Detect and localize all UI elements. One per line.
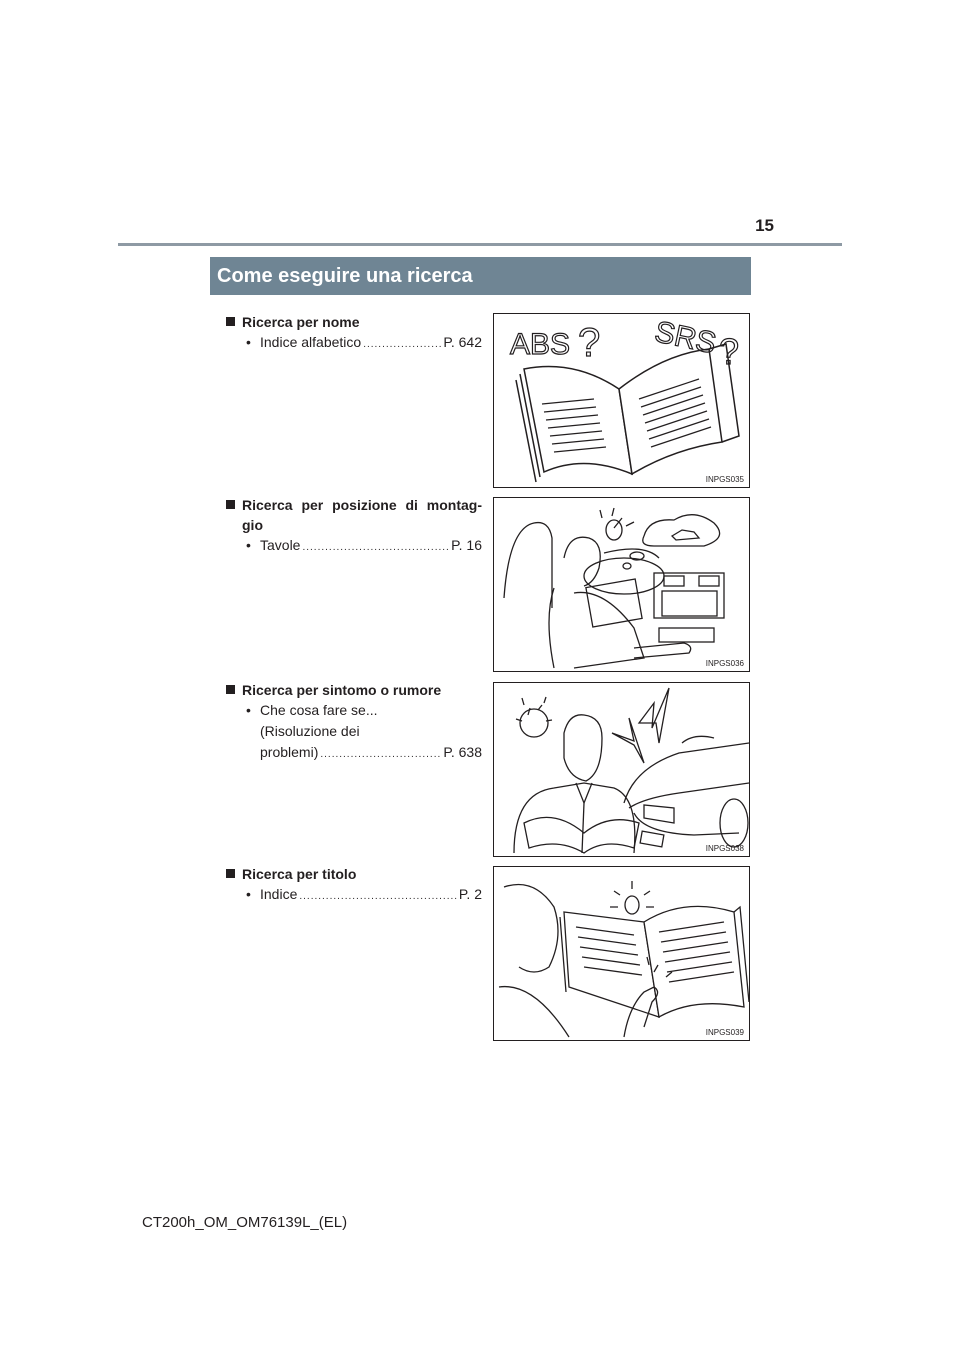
dot-leader bbox=[302, 537, 449, 558]
entry-item bbox=[224, 700, 482, 765]
entry-title-text: Ricerca per sintomo o rumore bbox=[242, 682, 442, 698]
man-with-car-illustration bbox=[494, 683, 749, 856]
dot-leader bbox=[320, 744, 441, 765]
bullet-dot-icon: • bbox=[246, 334, 251, 350]
srs-label: SRS bbox=[651, 315, 720, 361]
figure-code: INPGS036 bbox=[705, 659, 744, 668]
entry-item bbox=[224, 884, 482, 907]
entry-title bbox=[224, 680, 482, 700]
item-text: Tavole bbox=[260, 537, 301, 553]
entry-title-line2: gio bbox=[242, 517, 263, 533]
search-entry-name bbox=[224, 312, 482, 355]
item-text: Indice alfabetico bbox=[260, 334, 362, 350]
header-rule bbox=[118, 243, 842, 246]
dot-leader bbox=[299, 886, 457, 907]
item-text: Indice bbox=[260, 886, 298, 902]
entry-item bbox=[224, 535, 482, 558]
bullet-dot-icon: • bbox=[246, 886, 251, 902]
bullet-dot-icon: • bbox=[246, 537, 251, 553]
entry-title bbox=[224, 864, 482, 884]
bullet-square-icon bbox=[226, 685, 235, 694]
page-number: 15 bbox=[755, 216, 774, 235]
item-line: Che cosa fare se... bbox=[260, 702, 378, 718]
figure-code: INPGS038 bbox=[705, 844, 744, 853]
bullet-dot-icon: • bbox=[246, 702, 251, 718]
question-mark: ? bbox=[719, 331, 740, 372]
page-reference-link[interactable]: P. 642 bbox=[443, 334, 482, 350]
page-reference-link[interactable]: P. 638 bbox=[443, 744, 482, 760]
item-text: problemi) bbox=[260, 744, 319, 760]
bullet-square-icon bbox=[226, 869, 235, 878]
entry-title-text: Ricerca per nome bbox=[242, 314, 360, 330]
abs-label: ABS bbox=[510, 328, 571, 361]
figure-driver-dashboard bbox=[493, 497, 750, 672]
bullet-square-icon bbox=[226, 317, 235, 326]
search-entry-title bbox=[224, 864, 482, 907]
page-reference-link[interactable]: P. 16 bbox=[451, 537, 482, 553]
open-manual-illustration bbox=[494, 314, 749, 487]
person-reading-index-illustration bbox=[494, 867, 749, 1040]
entry-title-text: Ricerca per posizione di montag- bbox=[242, 497, 482, 513]
figure-symptom-noise bbox=[493, 682, 750, 857]
page-reference-link[interactable]: P. 2 bbox=[458, 886, 482, 902]
figure-code: INPGS035 bbox=[705, 475, 744, 484]
question-mark: ? bbox=[578, 321, 601, 365]
figure-open-manual-abs-srs bbox=[493, 313, 750, 488]
search-entry-symptom bbox=[224, 680, 482, 765]
entry-title bbox=[224, 312, 482, 332]
item-line: (Risoluzione dei bbox=[260, 723, 360, 739]
search-entry-location bbox=[224, 495, 482, 558]
entry-item bbox=[224, 332, 482, 355]
bullet-square-icon bbox=[226, 500, 235, 509]
figure-reading-contents bbox=[493, 866, 750, 1041]
entry-title bbox=[224, 495, 482, 515]
section-title: Come eseguire una ricerca bbox=[210, 257, 751, 295]
figure-code: INPGS039 bbox=[705, 1028, 744, 1037]
entry-title-text: Ricerca per titolo bbox=[242, 866, 357, 882]
document-code: CT200h_OM_OM76139L_(EL) bbox=[142, 1214, 348, 1231]
driver-reading-manual-illustration bbox=[494, 498, 749, 671]
dot-leader bbox=[363, 334, 441, 355]
